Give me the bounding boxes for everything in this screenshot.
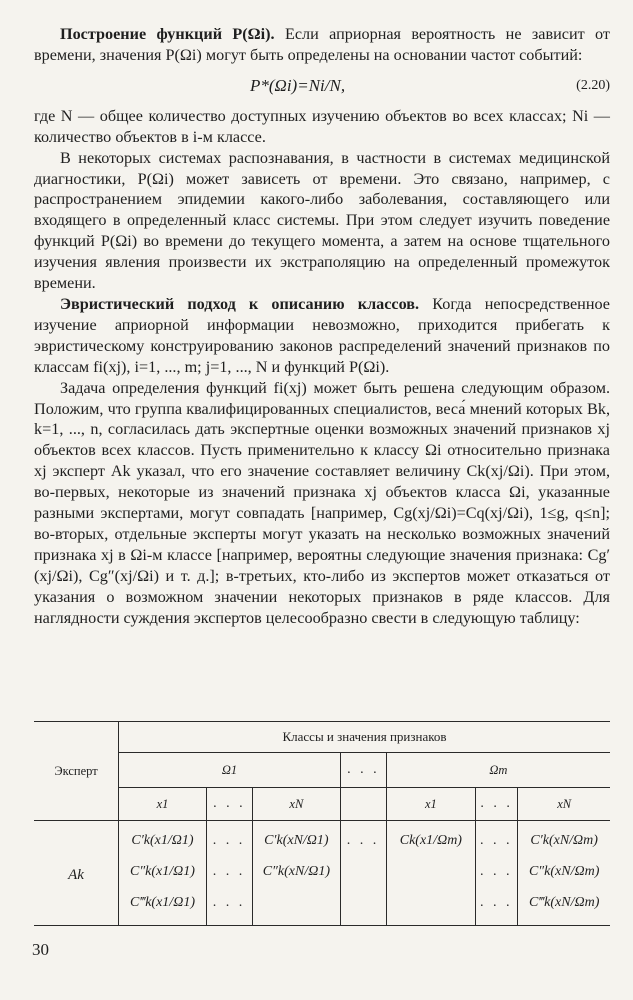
feature-dots-class1 <box>206 788 252 821</box>
feature-dots-classm <box>475 788 517 821</box>
formula-number: (2.20) <box>576 77 610 93</box>
feature-x1-label: x1 <box>156 796 169 811</box>
paragraph-2: где N — общее количество доступных изучению объектов во всех классах; Ni — количество объектов в i-м классе. <box>34 106 610 146</box>
value-cell: Ck(x1/Ωm) <box>399 833 462 848</box>
values-x1-class1 <box>119 821 207 926</box>
dots-cell: . . . <box>213 895 246 910</box>
values-dots-class1 <box>206 821 252 926</box>
class-dots-header <box>341 753 387 788</box>
feature-xN-label: xN <box>557 796 572 811</box>
dots-cell: . . . <box>480 864 513 879</box>
value-cell: C″k(xN/Ω1) <box>262 864 330 879</box>
feature-x1-classm <box>386 788 475 821</box>
feature-xN-class1 <box>252 788 340 821</box>
feature-x1-label: x1 <box>424 796 437 811</box>
dots-cell: . . . <box>213 833 246 848</box>
class-1-label: Ω1 <box>221 762 238 777</box>
dots-cell: . . . <box>347 833 380 848</box>
value-cell: C′k(xN/Ω1) <box>264 833 329 848</box>
section-heading-2: Эвристический подход к описанию классов. <box>60 294 420 313</box>
section-heading-1: Построение функций P(Ωi). <box>60 25 275 43</box>
feature-dots-label: . . . <box>480 796 513 811</box>
page-body <box>34 24 610 628</box>
class-m-header <box>386 753 610 788</box>
page-number: 30 <box>32 940 49 959</box>
value-cell: C″k(xN/Ωm) <box>528 864 600 879</box>
paragraph-4 <box>34 294 610 378</box>
values-xN-classm <box>518 821 610 926</box>
dots-cell: . . . <box>213 864 246 879</box>
formula-2-20 <box>34 66 610 106</box>
expert-label: Ak <box>68 866 84 883</box>
expert-column-header: Эксперт <box>34 722 119 821</box>
values-x1-classm <box>386 821 475 926</box>
feature-dots-label: . . . <box>213 796 246 811</box>
feature-xN-classm <box>518 788 610 821</box>
class-1-header <box>119 753 341 788</box>
dots-cell: . . . <box>480 895 513 910</box>
expert-cell <box>34 821 119 926</box>
values-class-dots <box>341 821 387 926</box>
values-dots-classm <box>475 821 517 926</box>
expert-table <box>34 721 610 926</box>
values-xN-class1 <box>252 821 340 926</box>
feature-x1-class1 <box>119 788 207 821</box>
paragraph-5: Задача определения функций fi(xj) может быть решена следующим образом. Положим, что группа квалифицированных специалистов, веса́ мнений которых Bk, k=1, ..., n, согласилась дать экспертные оценки возможных значений признаков xj объектов всех классов. Пусть применительно к классу Ωi относительно признака xj эксперт Ak указал, что его значение составляет величину Ck(xj/Ωi). При этом, во-первых, некоторые из значений признака xj объектов класса Ωi, указанные разными экспертами, могут совпадать [например, Cg(xj/Ωi)=Cq(xj/Ωi), 1≤g, q≤n]; во-вторых, отдельные эксперты могут указать на несколько возможных значений признака xj в Ωi-м классе [например, вероятны следующие значения признака: Cg′(xj/Ωi), Cg″(xj/Ωi) и т. д.]; в-третьих, кто-либо из экспертов может отказаться от указания о возможном значении некоторых признаков в ряде классов. Для наглядности суждения экспертов целесообразно свести в следующую таблицу: <box>34 378 610 627</box>
dots-cell: . . . <box>480 833 513 848</box>
paragraph-1-text: Если априорная вероятность не зависит от времени, значения P(Ωi) могут быть определены на основании частот событий: <box>34 25 610 64</box>
paragraph-3: В некоторых системах распознавания, в частности в системах медицинской диагностики, P(Ωi) может зависеть от времени. Это связано, например, с распространением эпидемии какого-либо заболевания, составляющего или входящего в определенный класс системы. При этом следует изучить поведение функций P(Ωi) во времени до текущего момента, а затем на основе тщательного изучения явления произвести их экстраполяцию на определенный промежуток времени. <box>34 148 610 293</box>
class-dots: . . . <box>347 762 380 777</box>
paragraph-4-text: Когда непосредственное изучение априорной информации невозможно, приходится прибегать к эвристическому конструированию законов распределений значений признаков по классам fi(xj), i=1, ..., m; j=1, ..., N и функций P(Ωi). <box>34 294 610 376</box>
feature-class-dots <box>341 788 387 821</box>
feature-xN-label: xN <box>289 796 304 811</box>
value-cell: C″k(x1/Ω1) <box>130 864 195 879</box>
formula-expression: P*(Ωi)=Ni/N, <box>250 75 346 95</box>
value-cell: C′k(xN/Ωm) <box>530 833 598 848</box>
value-cell: C‴k(xN/Ωm) <box>528 895 600 910</box>
value-cell: C‴k(x1/Ω1) <box>130 895 195 910</box>
classes-header: Классы и значения признаков <box>119 722 610 753</box>
value-cell: C′k(x1/Ω1) <box>131 833 194 848</box>
paragraph-1 <box>34 24 610 66</box>
class-m-label: Ωm <box>489 762 508 777</box>
